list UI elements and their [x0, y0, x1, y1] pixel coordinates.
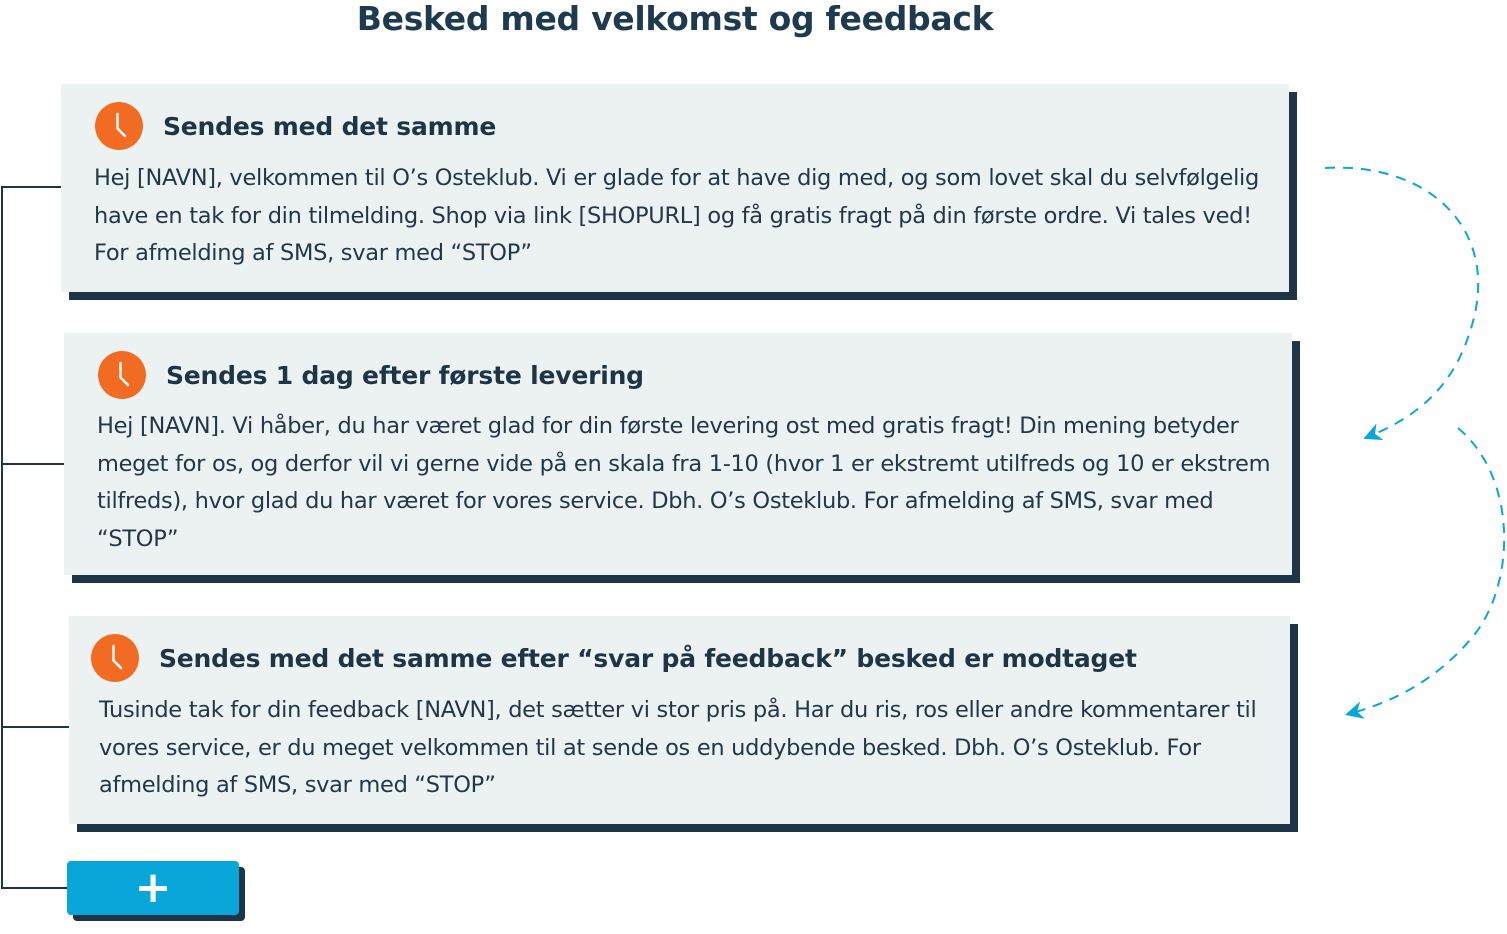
page-title: Besked med velkomst og feedback: [356, 0, 994, 38]
card-header: [91, 634, 1137, 682]
dashed-arrow-icon: [1352, 428, 1504, 713]
message-text: Hej [NAVN]. Vi håber, du har været glad for din første levering ost med gratis fragt! Din mening betyder meget for os, og derfor vil vi gerne vide på en skala fra 1-10 (hvor 1 er ekstremt utilfreds og 10 er ekstrem tilfreds), hvor glad du har været for vores service. Dbh. O’s Osteklub. For afmelding af SMS, svar med “STOP”: [97, 413, 1271, 552]
dashed-arrow-icon: [1325, 168, 1478, 436]
message-card[interactable]: [61, 84, 1289, 292]
tree-line: [2, 187, 67, 888]
message-text: Hej [NAVN], velkommen til O’s Osteklub. Vi er glade for at have dig med, og som lovet skal du selvfølgelig have en tak for din tilmelding. Shop via link [SHOPURL] og få gratis fragt på din første ordre. Vi tales ved! For afmelding af SMS, svar med “STOP”: [94, 165, 1259, 266]
message-card[interactable]: [64, 333, 1292, 575]
add-message-button[interactable]: [67, 861, 239, 915]
clock-icon: [91, 634, 139, 682]
trigger-label: Sendes 1 dag efter første levering: [166, 360, 644, 390]
message-card[interactable]: [69, 616, 1290, 824]
clock-icon: [98, 351, 146, 399]
message-text: Tusinde tak for din feedback [NAVN], det sætter vi stor pris på. Har du ris, ros eller andre kommentarer til vores service, er du meget velkommen til at sende os en uddybende besked. Dbh. O’s Osteklub. For afmelding af SMS, svar med “STOP”: [99, 697, 1257, 798]
card-header: [95, 102, 496, 150]
trigger-label: Sendes med det samme efter “svar på feedback” besked er modtaget: [159, 643, 1137, 673]
clock-icon: [95, 102, 143, 150]
card-header: [98, 351, 644, 399]
trigger-label: Sendes med det samme: [163, 111, 497, 141]
plus-icon: +: [134, 862, 172, 913]
